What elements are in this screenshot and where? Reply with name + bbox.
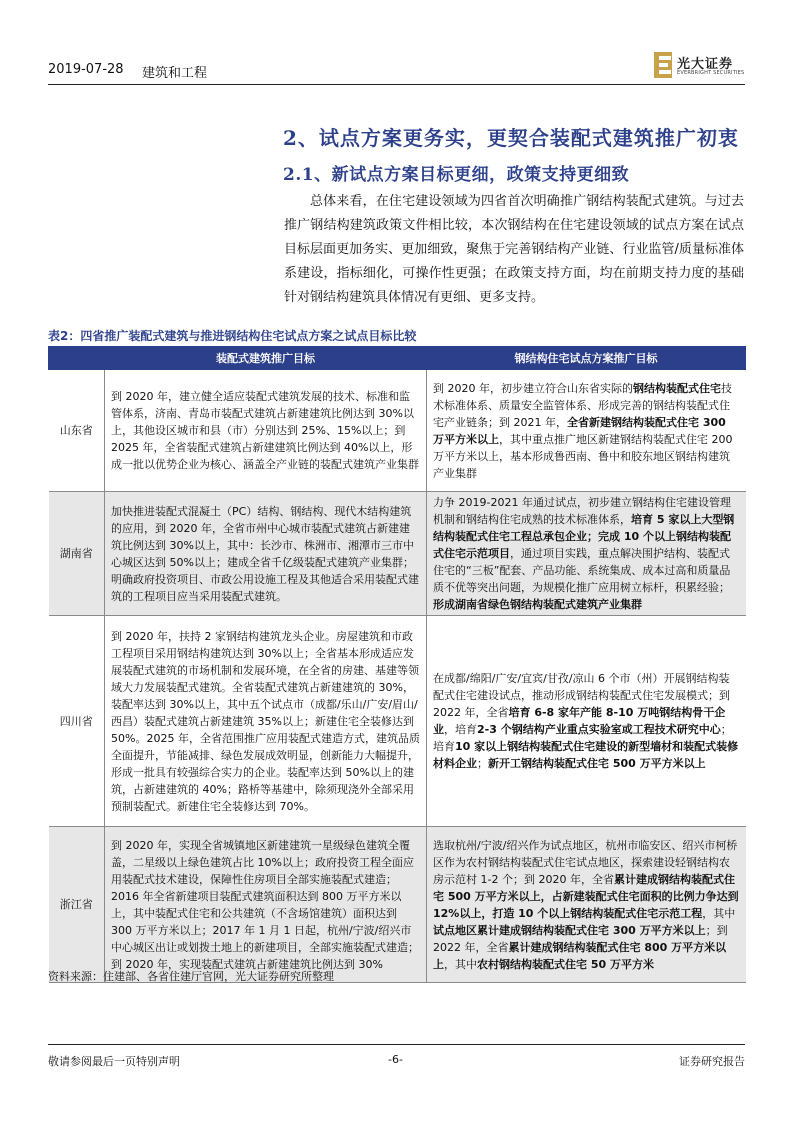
cell-text: 力争 2019-2021 年通过试点，初步建立钢结构住宅建设管理机制和钢结构住宅成熟的技术标准体系， (433, 496, 731, 526)
brand-logo-icon (653, 51, 673, 79)
cell-text: ，其中 (702, 906, 736, 920)
province-cell: 山东省 (49, 370, 105, 492)
brand-logo (653, 51, 745, 81)
cell-text: 到 2020 年，实现全省城镇地区新建建筑一星级绿色建筑全覆盖，二星级以上绿色建筑占比 10%以上；政府投资工程全面应用装配式技术建设，保障性住房项目全部实施装配式建造；2016 年全省新建项目装配式建筑面积达到 800 万平方米以上，其中装配式住宅和公共建筑（不含场馆建筑）面积达到 300 万平方米以上；2017 年 1 月 1 日起，杭州/宁波/绍兴市中心城区出让或划拨土地上的新建项目，全部实施装配式建造；到 2020 年，实现装配式建筑占新建建筑比例达到 30% (111, 838, 419, 971)
cell-text: 到 2020 年，初步建立符合山东省实际的 (433, 381, 633, 395)
emphasis-text: 形成湖南省绿色钢结构装配式建筑产业集群 (433, 598, 642, 611)
header-blank (49, 347, 105, 370)
cell-text: 选取杭州/宁波/绍兴作为试点地区，杭州市临安区、绍兴市柯桥区作为农村钢结构装配式住宅试点地区，探索建设轻钢结构农房示范村 1-2 个；到 2020 年，全省 (433, 838, 738, 886)
cell-text: ，其中 (444, 957, 477, 971)
prefab-target-cell (105, 827, 427, 983)
emphasis-text: 累计建成钢结构装配式住宅 800 万平方米以上 (433, 940, 727, 971)
cell-text: ；培育 (433, 723, 732, 753)
emphasis-text: 累计建成钢结构装配式住宅 500 万平方米以上，占新建装配式住宅面积的比例力争达到 12%以上，打造 10 个以上钢结构装配式住宅示范工程 (433, 872, 739, 920)
cell-text: ，其中重点推广地区新建钢结构装配式住宅 200 万平方米以上，基本形成鲁西南、鲁中和胶东地区钢结构建筑产业集群 (433, 432, 733, 480)
steel-target-cell (427, 616, 746, 827)
emphasis-text: 新开工钢结构装配式住宅 500 万平方米以上 (488, 757, 706, 770)
province-cell: 四川省 (49, 616, 105, 827)
report-date: 2019-07-28 (48, 62, 124, 77)
table-row (49, 370, 746, 492)
emphasis-text: 培育 6-8 家年产能 8-10 万吨钢结构骨干企业 (433, 706, 726, 736)
emphasis-text: 2-3 个钢结构产业重点实验室或工程技术研究中心 (477, 723, 721, 736)
cell-text: ； (477, 757, 488, 770)
emphasis-text: 10 家以上钢结构装配式住宅建设的新型墙材和装配式装修材料企业 (433, 740, 739, 770)
emphasis-text: 培育 5 家以上大型钢结构装配式住宅工程总承包企业；完成 10 个以上钢结构装配式住宅示范项目 (433, 513, 735, 560)
cell-text: ，通过项目实践，重点解决围护结构、装配式住宅的“三板”配套、产品功能、系统集成、成本过高和质量品质不优等突出问题，为规模化推广应用树立标杆，积累经验； (433, 547, 731, 594)
report-sector: 建筑和工程 (142, 66, 208, 81)
emphasis-text: 试点地区累计建成钢结构装配式住宅 300 万平方米以上 (433, 923, 706, 937)
province-cell: 湖南省 (49, 492, 105, 616)
subsection-heading: 2.1、新试点方案目标更细，政策支持更细致 (283, 165, 630, 185)
steel-target-cell (427, 370, 746, 492)
table-row (49, 616, 746, 827)
header-prefab-target: 装配式建筑推广目标 (105, 347, 427, 370)
cell-text: 到 2020 年，建立健全适应装配式建筑发展的技术、标准和监管体系，济南、青岛市装配式建筑占新建建筑比例达到 30%以上，其他设区城市和县（市）分别达到 25%、15%以上；到 2025 年，全省装配式建筑占新建建筑比例达到 40%以上，形成一批以优势企业为核心、涵盖全产业链的装配式建筑产业集群 (111, 390, 419, 471)
table-header-row (49, 347, 746, 370)
emphasis-text: 钢结构装配式住宅 (633, 381, 721, 395)
table-row (49, 827, 746, 983)
brand-logo-name: 光大证券 (677, 57, 734, 72)
cell-text: 加快推进装配式混凝土（PC）结构、钢结构、现代木结构建筑的应用，到 2020 年，全省市州中心城市装配式建筑占新建建筑比例达到 30%以上，其中：长沙市、株洲市、湘潭市三市中心城区达到 50%以上；建成全省千亿级装配式建筑产业集群；明确政府投资项目、市政公用设施工程及其他适合采用装配式建筑的工程项目应当采用装配式建筑。 (111, 504, 419, 603)
source-note: 资料来源：住建部、各省住建厅官网，光大证券研究所整理 (48, 970, 334, 983)
report-type: 证券研究报告 (679, 1055, 745, 1068)
steel-target-cell (427, 492, 746, 616)
body-paragraph: 总体来看，在住宅建设领域为四省首次明确推广钢结构装配式建筑。与过去推广钢结构建筑政策文件相比较，本次钢结构在住宅建设领域的试点方案在试点目标层面更加务实、更加细致，聚焦于完善钢结构产业链、行业监管/质量标准体系建设，指标细化，可操作性更强；在政策支持方面，均在前期支持力度的基础针对钢结构建筑具体情况有更细、更多支持。 (284, 194, 744, 305)
cell-text: 到 2020 年，扶持 2 家钢结构建筑龙头企业。房屋建筑和市政工程项目采用钢结构建筑达到 30%以上；全省基本形成适应发展装配式建筑的市场机制和发展环境，在全省的房建、基建等领域大力发展装配式建筑。全省装配式建筑占新建建筑的 30%，装配率达到 30%以上，其中五个试点市（成都/乐山/广安/眉山/西昌）装配式建筑占新建建筑 35%以上；新建住宅全装修达到 50%。2025 年，全省范围推广应用装配式建造方式，建筑品质全面提升，节能减排、绿色发展成效明显，创新能力大幅提升，形成一批具有较强综合实力的企业。装配率达到 50%以上的建筑，占新建建筑的 40%；路桥等基建中，除须现浇外全部采用预制装配式。新建住宅全装修达到 70%。 (111, 629, 420, 813)
page-footer (48, 1044, 745, 1068)
section-heading: 2、试点方案更务实，更契合装配式建筑推广初衷 (283, 126, 739, 150)
header-steel-target: 钢结构住宅试点方案推广目标 (427, 347, 746, 370)
disclaimer-note: 敬请参阅最后一页特别声明 (48, 1055, 180, 1068)
cell-text: 技术标准体系、质量安全监管体系、形成完善的钢结构装配式住宅产业链条；到 2021 年， (433, 381, 732, 429)
steel-target-cell (427, 827, 746, 983)
cell-text: ；到 2022 年，全省 (433, 923, 728, 954)
page-number: -6- (388, 1053, 403, 1066)
emphasis-text: 全省新建钢结构装配式住宅 300 万平方米以上 (433, 415, 726, 446)
prefab-target-cell (105, 616, 427, 827)
emphasis-text: 农村钢结构装配式住宅 50 万平方米 (477, 957, 654, 971)
table-row (49, 492, 746, 616)
cell-text: ，培育 (444, 723, 477, 736)
cell-text: 在成都/绵阳/广安/宜宾/甘孜/凉山 6 个市（州）开展钢结构装配式住宅建设试点，推动形成钢结构装配式住宅发展模式；到 2022 年，全省 (433, 672, 730, 719)
prefab-target-cell (105, 492, 427, 616)
comparison-table (48, 346, 746, 983)
prefab-target-cell (105, 370, 427, 492)
page-header (48, 48, 745, 85)
table-caption: 表2：四省推广装配式建筑与推进钢结构住宅试点方案之试点目标比较 (48, 329, 417, 343)
brand-logo-english: EVERBRIGHT SECURITIES (677, 70, 745, 76)
province-cell: 浙江省 (49, 827, 105, 983)
